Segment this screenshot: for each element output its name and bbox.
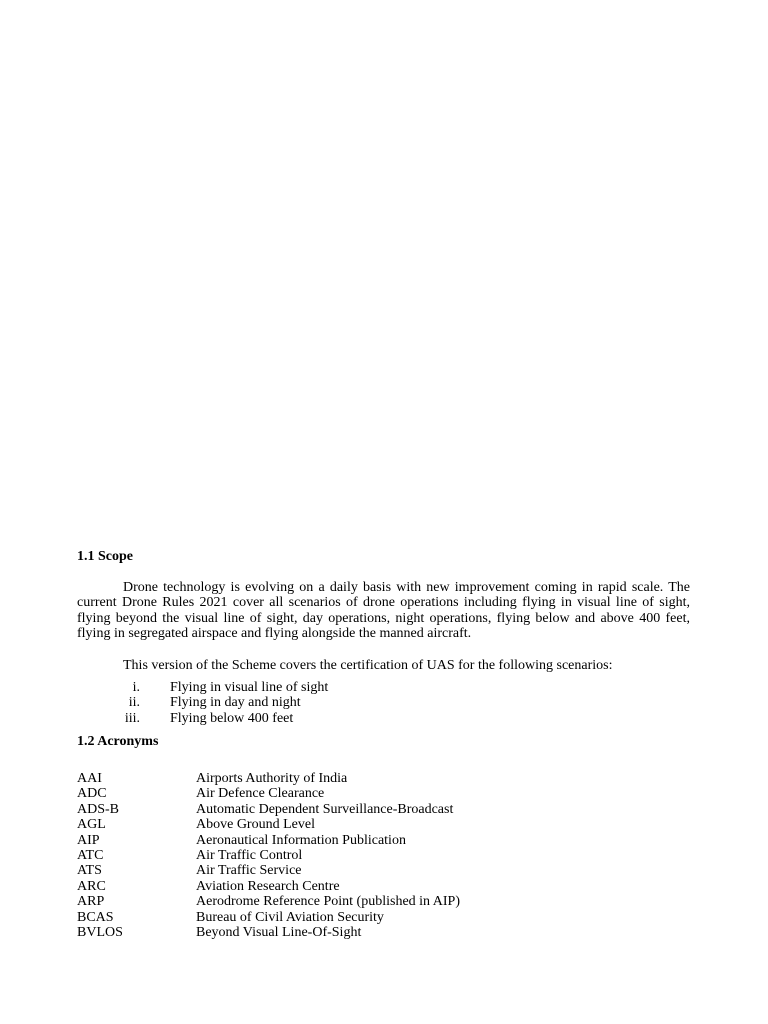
acronym-table: [77, 771, 460, 940]
acronym-row: [77, 817, 460, 832]
acronym-meaning: Beyond Visual Line-Of-Sight: [196, 925, 362, 941]
acronym-row: [77, 863, 460, 878]
scenario-text: Flying below 400 feet: [170, 710, 294, 726]
acronym-meaning: Above Ground Level: [196, 817, 315, 833]
scenario-list: [77, 680, 329, 726]
acronym-abbr: AGL: [77, 817, 106, 833]
acronym-row: [77, 848, 460, 863]
acronym-abbr: ADS-B: [77, 801, 120, 817]
acronyms-heading: 1.2 Acronyms: [77, 734, 159, 749]
acronym-abbr: ARP: [77, 894, 105, 910]
acronym-meaning: Aerodrome Reference Point (published in AIP): [196, 894, 460, 910]
acronym-meaning: Aeronautical Information Publication: [196, 832, 406, 848]
acronym-row: [77, 910, 460, 925]
scenario-item: [77, 695, 301, 711]
acronym-meaning: Airports Authority of India: [196, 771, 348, 786]
scenario-text: Flying in visual line of sight: [170, 680, 329, 695]
acronym-abbr: ATC: [77, 848, 104, 864]
acronym-row: [77, 894, 460, 909]
scope-heading: 1.1 Scope: [77, 549, 133, 564]
scope-paragraph: Drone technology is evolving on a daily basis with new improvement coming in rapid scale. The current Drone Rules 2021 cover all scenarios of drone operations including flying in visual line of sight, flying beyond the visual line of sight, day operations, night operations, flying below and above 400 feet, flying in segregated airspace and flying alongside the manned aircraft.: [77, 580, 690, 642]
acronym-row: [77, 925, 460, 940]
acronym-abbr: ADC: [77, 786, 107, 802]
acronym-meaning: Bureau of Civil Aviation Security: [196, 909, 384, 925]
scenario-number: iii.: [124, 710, 140, 726]
acronym-meaning: Air Defence Clearance: [196, 786, 325, 802]
scenarios-intro: This version of the Scheme covers the certification of UAS for the following scenarios:: [123, 658, 613, 673]
acronym-row: [77, 786, 460, 801]
acronym-abbr: BCAS: [77, 909, 114, 925]
scenario-item: [77, 710, 294, 726]
acronym-meaning: Automatic Dependent Surveillance-Broadcast: [196, 801, 454, 817]
acronym-abbr: ARC: [77, 878, 106, 894]
scenario-number: i.: [132, 680, 140, 695]
acronym-meaning: Aviation Research Centre: [196, 878, 340, 894]
acronym-row: [77, 879, 460, 894]
scenario-item: [77, 680, 329, 695]
scenario-text: Flying in day and night: [170, 695, 301, 711]
acronym-abbr: ATS: [77, 863, 102, 879]
acronym-row: [77, 771, 460, 786]
acronym-meaning: Air Traffic Control: [196, 848, 303, 864]
acronym-abbr: AAI: [77, 771, 102, 786]
acronym-abbr: BVLOS: [77, 925, 123, 941]
acronym-meaning: Air Traffic Service: [196, 863, 302, 879]
acronym-row: [77, 833, 460, 848]
scenario-number: ii.: [128, 695, 140, 711]
acronym-abbr: AIP: [77, 832, 100, 848]
acronym-row: [77, 802, 460, 817]
